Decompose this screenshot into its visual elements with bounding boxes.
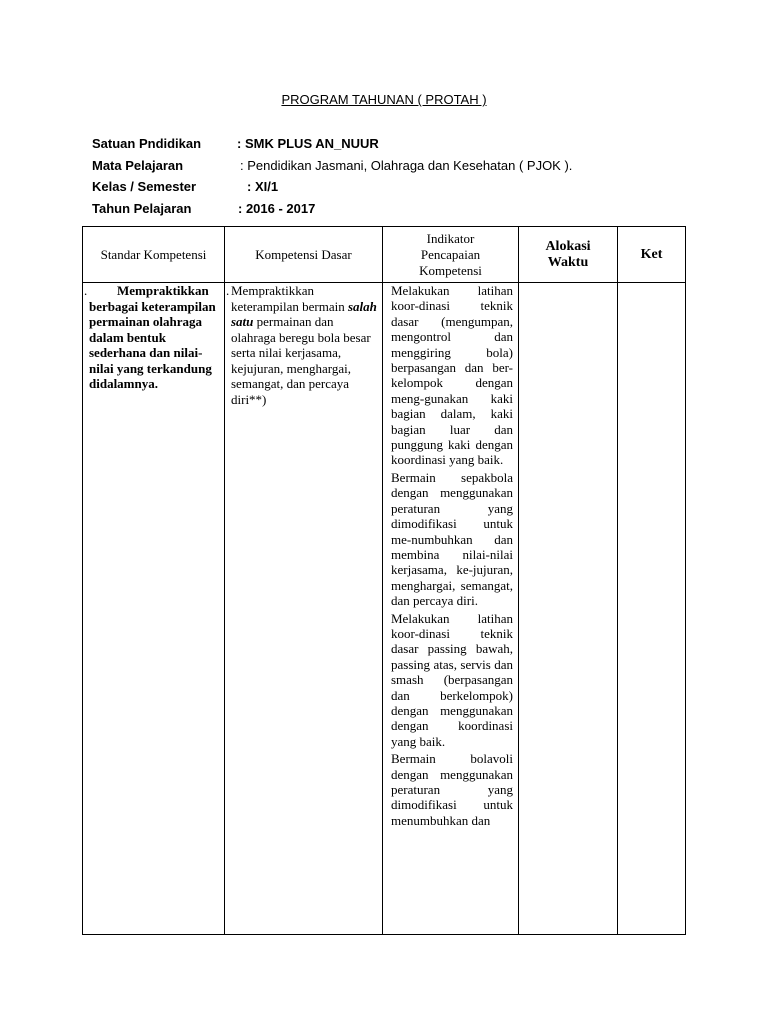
meta-value-mapel: : Pendidikan Jasmani, Olahraga dan Kesehatan ( PJOK ).	[240, 158, 573, 173]
kd-bullet: .	[226, 283, 230, 298]
protah-table	[82, 226, 686, 935]
sk-first-word: Mempraktikkan	[117, 283, 209, 298]
sk-bullet: .	[84, 283, 88, 298]
table-header-row	[83, 227, 686, 283]
meta-label-mapel: Mata Pelajaran	[92, 158, 184, 173]
cell-kompetensi-dasar	[225, 283, 383, 935]
kd-text-part1: Mempraktikkan keterampilan bermain	[231, 283, 345, 314]
cell-alokasi-waktu	[519, 283, 618, 935]
meta-value-satuan: : SMK PLUS AN_NUUR	[237, 136, 379, 151]
meta-label-satuan: Satuan Pndidikan	[92, 136, 202, 151]
kd-text-part2: permainan dan olahraga beregu bola besar serta nilai kerjasama, kejujuran, menghargai, semangat, dan percaya diri**)	[231, 314, 371, 407]
meta-label-kelas: Kelas / Semester	[92, 179, 197, 194]
cell-ket	[618, 283, 686, 935]
meta-label-tahun: Tahun Pelajaran	[92, 201, 192, 216]
indikator-item: Melakukan latihan koor-dinasi teknik dasar (mengumpan, mengontrol dan menggiring bola) berpasangan dan ber-kelompok dengan meng-gunakan kaki bagian dalam, kaki bagian luar dan punggung kaki dengan koordinasi yang baik.	[391, 283, 513, 468]
cell-indikator	[383, 283, 519, 935]
indikator-item: Bermain bolavoli dengan menggunakan peraturan yang dimodifikasi untuk menumbuhkan dan	[391, 751, 513, 828]
header-ket: Ket	[618, 227, 686, 283]
indikator-item: Bermain sepakbola dengan menggunakan peraturan yang dimodifikasi untuk me-numbuhkan dan membina nilai-nilai kerjasama, ke-jujuran, menghargai, semangat, dan percaya diri.	[391, 469, 513, 609]
header-alokasi-waktu: Alokasi Waktu	[519, 227, 618, 283]
cell-standar-kompetensi	[83, 283, 225, 935]
indikator-item: Melakukan latihan koor-dinasi teknik dasar passing bawah, passing atas, servis dan smash (berpasangan dan berkelompok) dengan menggunakan dengan koordinasi yang baik.	[391, 610, 513, 749]
header-indikator: Indikator Pencapaian Kompetensi	[383, 227, 519, 283]
kd-emphasis: salah satu	[231, 298, 377, 329]
document-title: PROGRAM TAHUNAN ( PROTAH )	[281, 92, 487, 107]
header-standar-kompetensi: Standar Kompetensi	[83, 227, 225, 283]
meta-value-tahun: : 2016 - 2017	[238, 201, 316, 216]
sk-text: berbagai keterampilan permainan olahraga dalam bentuk sederhana dan nilai-nilai yang terkandung didalamnya.	[89, 298, 216, 391]
header-kompetensi-dasar: Kompetensi Dasar	[225, 227, 383, 283]
table-row	[83, 283, 686, 935]
meta-value-kelas: : XI/1	[247, 179, 279, 194]
